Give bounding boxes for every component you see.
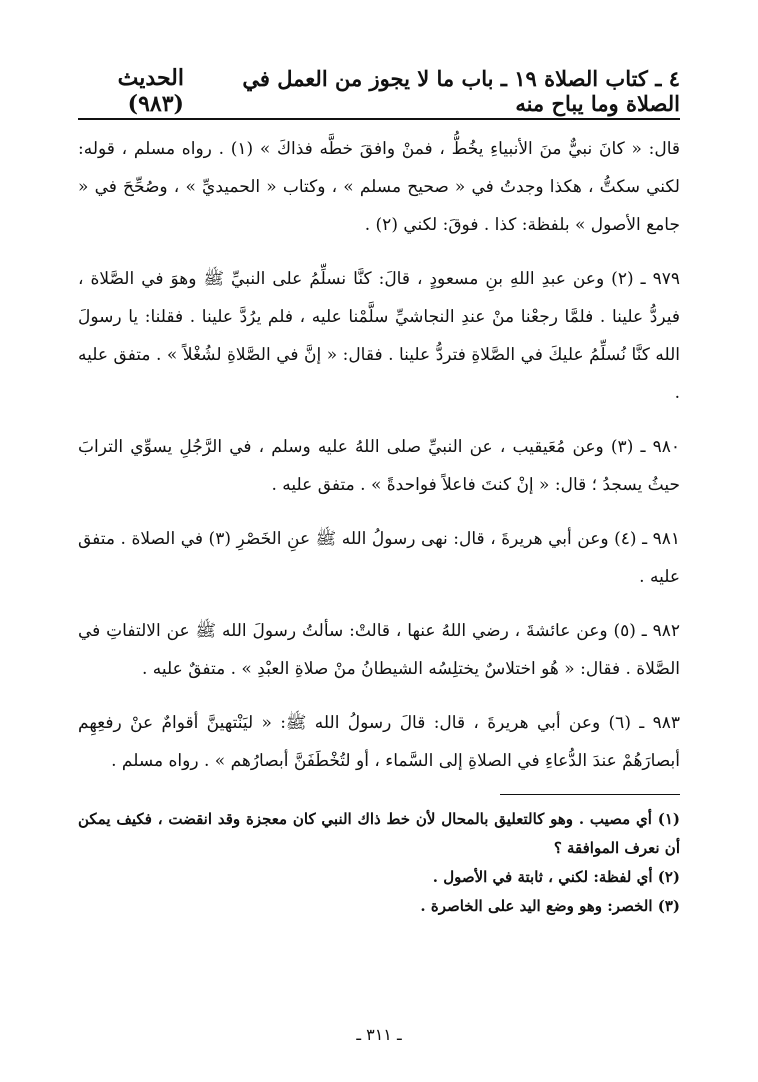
- paragraph: ٩٨١ ـ (٤) وعن أبي هريرةَ ، قال: نهى رسولُ الله ﷺ عنِ الخَصْرِ (٣) في الصلاة . متفق عليه .: [78, 529, 680, 587]
- footnote: (١) أي مصيب . وهو كالتعليق بالمحال لأن خط ذاك النبي كان معجزة وقد انقضت ، فكيف يمكن أن نعرف الموافقة ؟: [78, 810, 680, 857]
- header-title: ٤ ـ كتاب الصلاة ١٩ ـ باب ما لا يجوز من العمل في الصلاة وما يباح منه: [242, 66, 680, 116]
- header-page-num: ٤: [668, 66, 680, 91]
- paragraph: ٩٨٠ ـ (٣) وعن مُعَيقيب ، عن النبيِّ صلى اللهُ عليه وسلم ، في الرَّجُلِ يسوِّي الترابَ حيثُ يسجدُ ؛ قال: « إنْ كنتَ فاعلاً فواحدةً » . متفق عليه .: [78, 437, 680, 495]
- footnotes: [78, 805, 680, 921]
- paragraph: ٩٧٩ ـ (٢) وعن عبدِ اللهِ بنِ مسعودٍ ، قالَ: كنَّا نسلِّمُ على النبيِّ ﷺ وهوَ في الصَّلاة ، فيردُّ علينا . فلمَّا رجعْنا منْ عندِ النجاشيِّ سلَّمْنا عليه ، فلم يرُدَّ علينا . فقلنا: يا رسولَ الله كنَّا نُسلِّمُ عليكَ في الصَّلاةِ فتردُّ علينا . فقال: « إنَّ في الصَّلاةِ لشُغْلاً » . متفق عليه .: [78, 269, 680, 403]
- footnote: (٣) الخصر: وهو وضع اليد على الخاصرة .: [420, 897, 680, 915]
- paragraph: قال: « كانَ نبيٌّ منَ الأنبياءِ يخُطُّ ، فمنْ وافقَ خطَّه فذاكَ » (١) . رواه مسلم ، قوله: لكني سكتُّ ، هكذا وجدتُ في « صحيح مسلم » ، وكتاب « الحميديِّ » ، وصُحِّحَ في « جامع الأصول » بلفظة: كذا . فوقَ: لكني (٢) .: [78, 139, 680, 235]
- footnote-rule: [500, 794, 680, 795]
- header-hadith-ref: الحديث (٩٨٣): [117, 65, 184, 117]
- header-chapter: كتاب الصلاة ١٩ ـ باب ما لا يجوز من العمل في الصلاة وما يباح منه: [242, 66, 680, 116]
- footnote: (٢) أي لفظة: لكني ، ثابتة في الأصول .: [432, 868, 680, 886]
- header-rule: [78, 118, 680, 120]
- running-header: [78, 65, 680, 117]
- book-page: [78, 65, 681, 1062]
- main-text: [78, 130, 680, 780]
- paragraph: ٩٨٣ ـ (٦) وعن أبي هريرةَ ، قال: قالَ رسولُ الله ﷺ: « ليَنْتهينَّ أقوامٌ عنْ رفعِهِم أبصارَهُمْ عندَ الدُّعاءِ في الصلاةِ إلى السَّماء ، أو لتُخْطَفَنَّ أبصارُهم » . رواه مسلم .: [78, 713, 681, 771]
- paragraph: ٩٨٢ ـ (٥) وعن عائشةَ ، رضي اللهُ عنها ، قالتْ: سألتُ رسولَ الله ﷺ عن الالتفاتِ في الصَّلاة . فقال: « هُو اختلاسٌ يختلِسُه الشيطانُ منْ صلاةِ العبْدِ » . متفقٌ عليه .: [78, 621, 681, 679]
- page-number: ـ ٣١١ ـ: [356, 1025, 402, 1044]
